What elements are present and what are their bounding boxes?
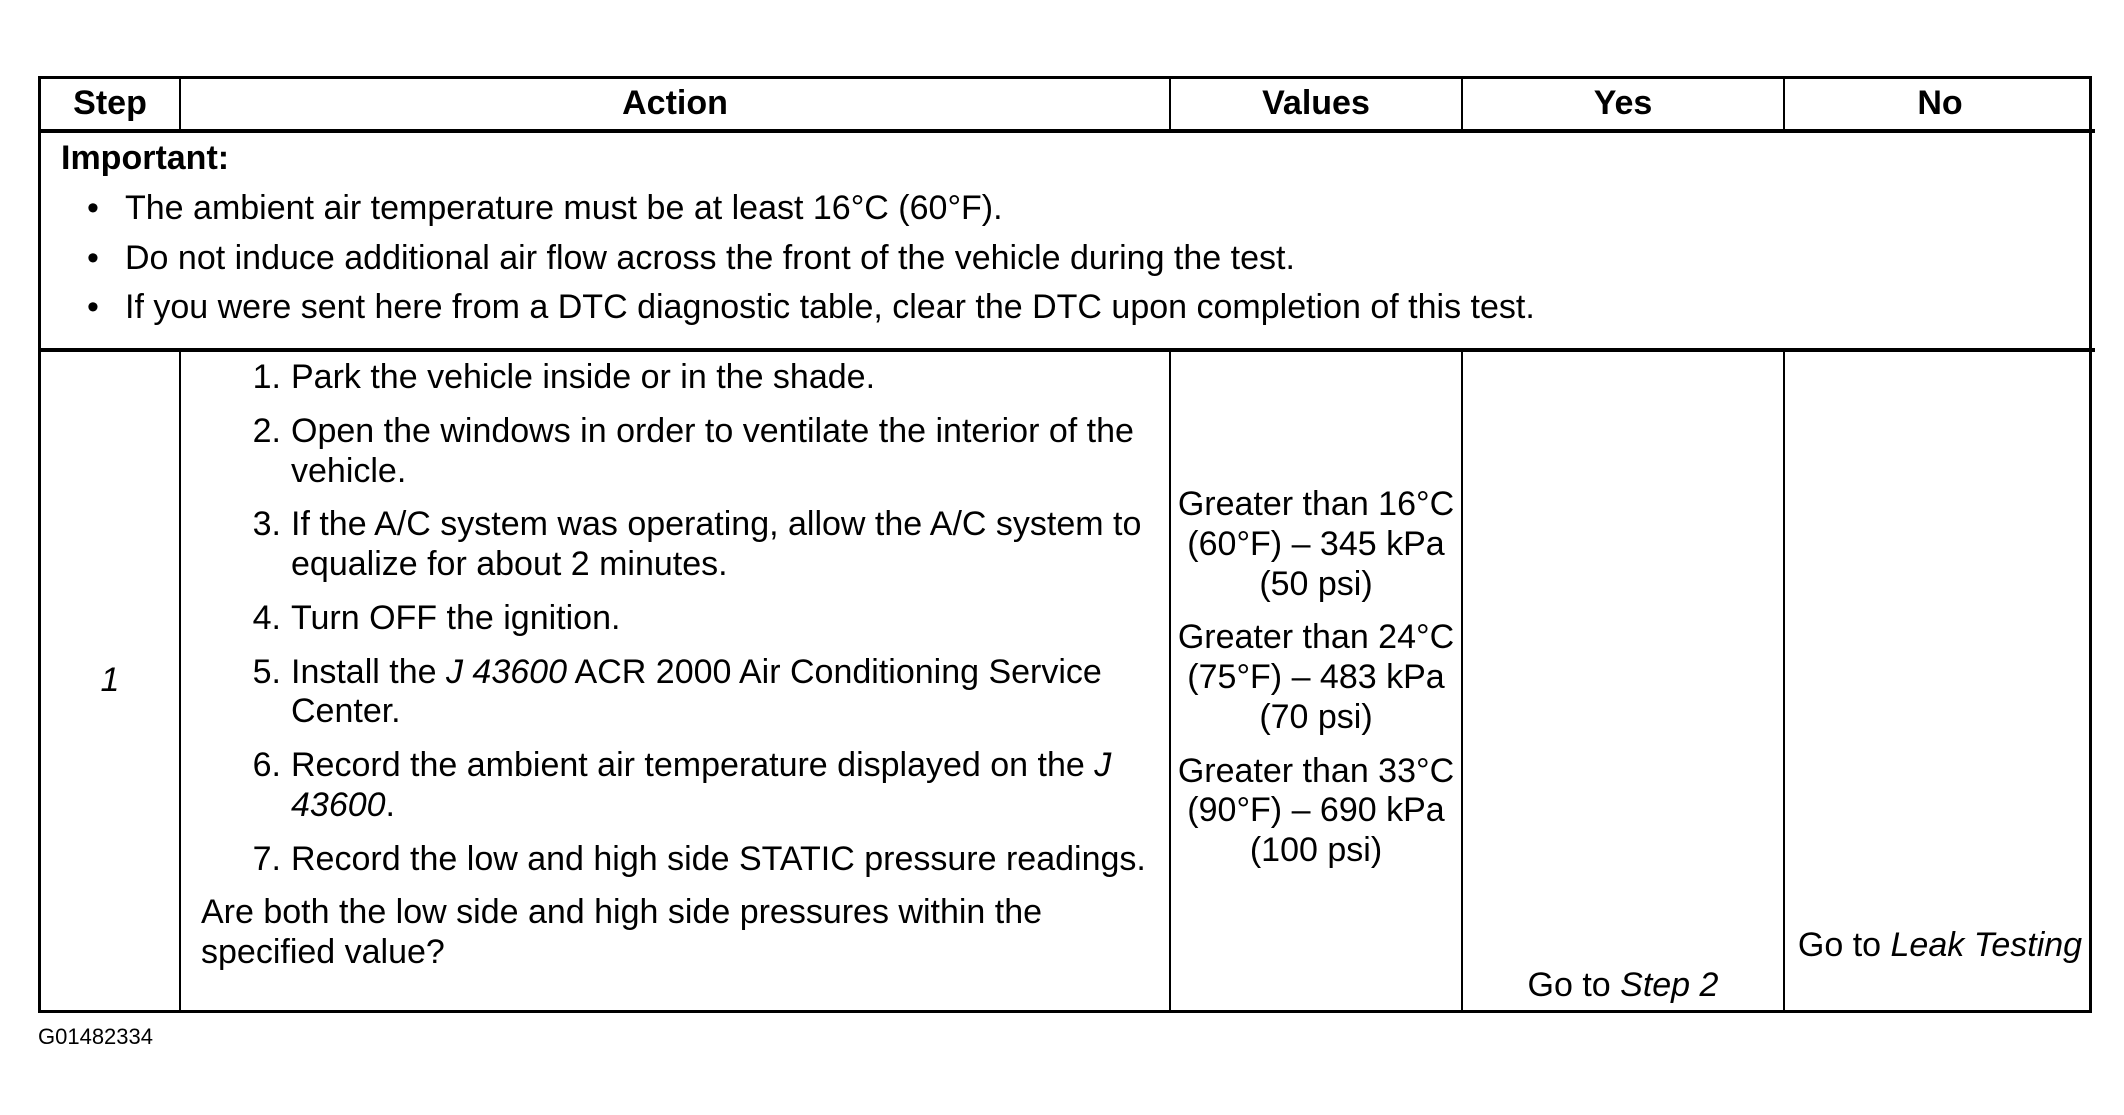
- bullet-icon: •: [87, 238, 99, 277]
- diagnostic-table-frame: [38, 76, 2092, 1013]
- action-step: 2. Open the windows in order to ventilate the interior of the vehicle.: [252, 411, 1134, 490]
- step-number: 1: [41, 350, 180, 1010]
- yes-goto-link[interactable]: Step 2: [1620, 966, 1719, 1005]
- action-step: 3. If the A/C system was operating, allow the A/C system to equalize for about 2 minutes.: [252, 505, 1142, 584]
- no-goto-link[interactable]: Leak Testing: [1890, 926, 2083, 965]
- action-step: 4. Turn OFF the ignition.: [252, 598, 621, 637]
- important-bullet-list: [61, 189, 2075, 328]
- action-step: 6. Record the ambient air temperature displayed on the J 43600.: [252, 746, 1112, 824]
- bullet-icon: •: [87, 188, 99, 227]
- step-row: [41, 350, 2095, 1010]
- tool-reference: J 43600: [291, 746, 1112, 824]
- diagnostic-question: Are both the low side and high side pressures within the specified value?: [201, 893, 1043, 972]
- figure-id: G01482334: [38, 1024, 153, 1049]
- action-step: 7. Record the low and high side STATIC pressure readings.: [252, 839, 1146, 878]
- value-spec: Greater than 33°C (90°F) – 690 kPa (100 psi): [1177, 751, 1455, 870]
- action-cell: [180, 350, 1170, 1010]
- important-note: [41, 131, 2095, 350]
- yes-goto-prefix: Go to: [1527, 966, 1621, 1005]
- no-cell: [1784, 350, 2095, 1010]
- important-heading: Important:: [61, 139, 230, 177]
- important-bullet: • The ambient air temperature must be at least 16°C (60°F).: [87, 188, 1003, 227]
- table-header-row: [41, 79, 2095, 131]
- important-bullet: • Do not induce additional air flow across the front of the vehicle during the test.: [87, 238, 1295, 277]
- no-goto-prefix: Go to: [1797, 926, 1891, 965]
- values-cell: [1170, 350, 1462, 1010]
- action-step: 1. Park the vehicle inside or in the shade.: [252, 358, 876, 397]
- important-row: [41, 131, 2095, 350]
- diagnostic-table: [41, 79, 2095, 1010]
- header-values: Values: [1170, 79, 1462, 131]
- header-action: Action: [180, 79, 1170, 131]
- yes-cell: [1462, 350, 1784, 1010]
- action-steps-list: [201, 358, 1149, 879]
- tool-reference: J 43600: [445, 652, 567, 691]
- important-bullet: • If you were sent here from a DTC diagnostic table, clear the DTC upon completion of this test.: [87, 288, 1535, 327]
- bullet-icon: •: [87, 288, 99, 327]
- value-spec: Greater than 24°C (75°F) – 483 kPa (70 psi): [1177, 618, 1455, 736]
- action-step: 5. Install the J 43600 ACR 2000 Air Conditioning Service Center.: [252, 652, 1102, 731]
- header-yes: Yes: [1462, 79, 1784, 131]
- value-spec: Greater than 16°C (60°F) – 345 kPa (50 psi): [1177, 485, 1455, 603]
- header-no: No: [1784, 79, 2095, 131]
- header-step: Step: [41, 79, 180, 131]
